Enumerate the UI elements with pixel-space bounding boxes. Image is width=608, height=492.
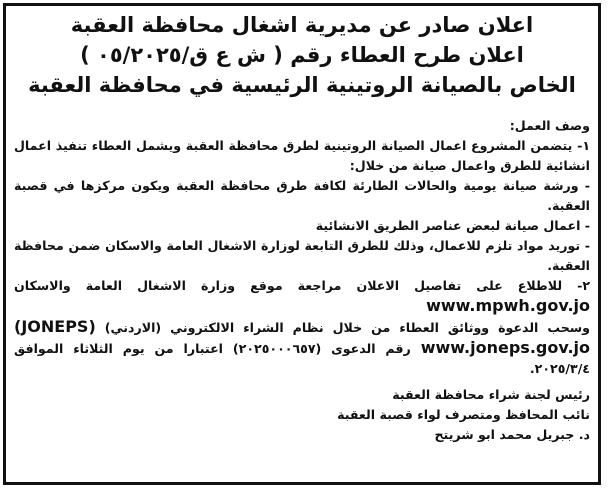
item-2 — [14, 276, 590, 317]
signature-committee-head: رئيس لجنة شراء محافظة العقبة — [392, 387, 590, 402]
item-2-text: ٢- للاطلاع على تفاصيل الاعلان مراجعة موقع وزارة الاشغال العامة والاسكان — [14, 278, 590, 293]
item-1: ١- يتضمن المشروع اعمال الصيانة الروتينية لطرق محافظة العقبة ويشمل العطاء تنفيذ اعمال انشائية للطرق واعمال صيانة من خلال: — [14, 138, 590, 173]
signature-name: د. جبريل محمد ابو شريتح — [434, 427, 590, 442]
announcement-title: اعلان صادر عن مديرية اشغال محافظة العقبة — [70, 13, 534, 37]
invitation-paragraph — [14, 317, 590, 379]
tender-number-title: اعلان طرح العطاء رقم ( ش ع ق/٠٥/٢٠٢٥ ) — [80, 43, 524, 67]
invitation-text-b: رقم الدعوى (٢٠٢٥٠٠٠٦٥٧) اعتبارا من يوم الثلاثاء الموافق ٢٠٢٥/٣/٤. — [14, 341, 590, 376]
announcement-frame — [3, 3, 601, 485]
ministry-website-link[interactable]: www.mpwh.gov.jo — [426, 296, 590, 315]
bullet-materials-supply: - توريد مواد تلزم للاعمال، وذلك للطرق التابعة لوزارة الاشغال العامة والاسكان ضمن محافظة العقبة. — [14, 238, 590, 273]
tender-subject-title: الخاص بالصيانة الروتينية الرئيسية في محافظة العقبة — [28, 73, 576, 97]
invitation-text-a: وسحب الدعوة ووثائق العطاء من خلال نظام الشراء الالكتروني (الاردني) — [104, 320, 590, 335]
joneps-website-link[interactable]: www.joneps.gov.jo — [420, 338, 591, 357]
bullet-daily-maintenance: - ورشة صيانة يومية والحالات الطارئة لكافة طرق محافظة العقبة ويكون مركزها في قصبة العقبة. — [14, 178, 590, 213]
bullet-structural-maintenance: - اعمال صيانة لبعض عناصر الطريق الانشائية — [315, 218, 590, 233]
joneps-label: (JONEPS) — [14, 317, 96, 336]
work-description-label: وصف العمل: — [509, 118, 590, 133]
signature-deputy-governor: نائب المحافظ ومتصرف لواء قصبة العقبة — [337, 407, 590, 422]
announcement-body — [14, 116, 590, 445]
